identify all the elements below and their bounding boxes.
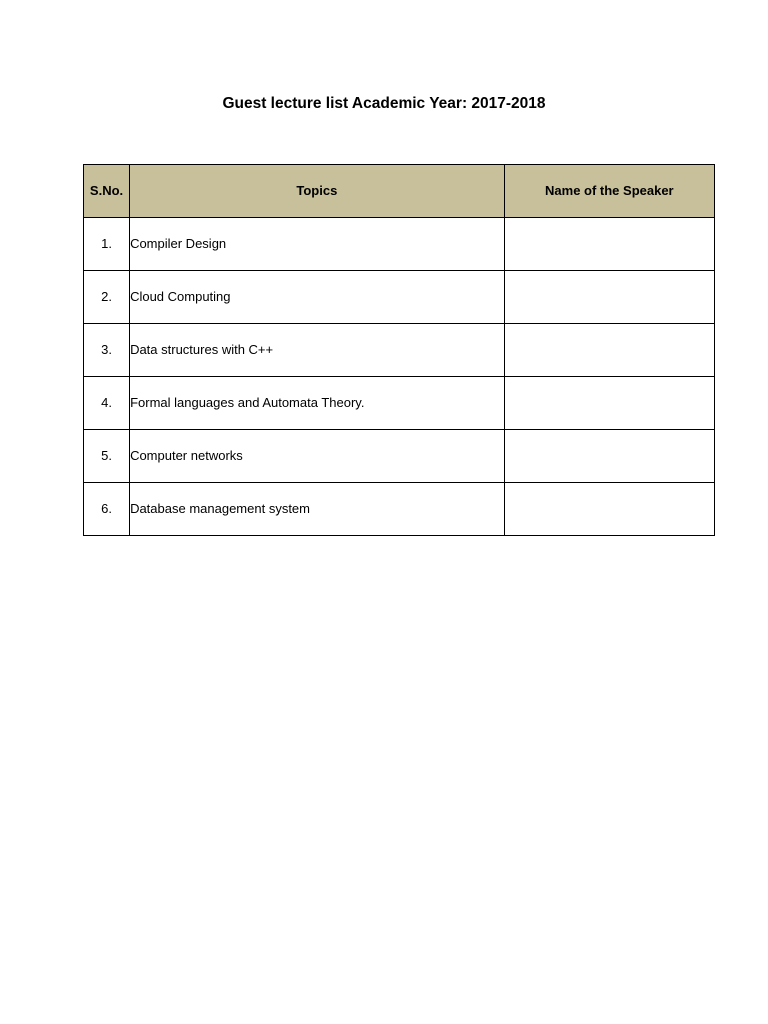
document-title: Guest lecture list Academic Year: 2017-2018 xyxy=(222,95,546,112)
serial-number-cell: 4. xyxy=(84,377,130,430)
topic-cell: Formal languages and Automata Theory. xyxy=(130,377,505,430)
table-header-row xyxy=(84,165,715,218)
topic-cell: Compiler Design xyxy=(130,218,505,271)
table-row xyxy=(84,324,715,377)
speaker-cell xyxy=(504,218,714,271)
speaker-cell xyxy=(504,377,714,430)
topic-cell: Cloud Computing xyxy=(130,271,505,324)
table-row xyxy=(84,271,715,324)
speaker-cell xyxy=(504,324,714,377)
table-row xyxy=(84,483,715,536)
topic-cell: Database management system xyxy=(130,483,505,536)
speaker-cell xyxy=(504,430,714,483)
serial-number-cell: 2. xyxy=(84,271,130,324)
column-header-speaker: Name of the Speaker xyxy=(504,165,714,218)
speaker-cell xyxy=(504,271,714,324)
topic-cell: Computer networks xyxy=(130,430,505,483)
table-row xyxy=(84,377,715,430)
serial-number-cell: 1. xyxy=(84,218,130,271)
speaker-cell xyxy=(504,483,714,536)
serial-number-cell: 6. xyxy=(84,483,130,536)
topic-cell: Data structures with C++ xyxy=(130,324,505,377)
serial-number-cell: 5. xyxy=(84,430,130,483)
column-header-topics: Topics xyxy=(130,165,505,218)
serial-number-cell: 3. xyxy=(84,324,130,377)
table-row xyxy=(84,218,715,271)
guest-lecture-table xyxy=(83,164,715,536)
column-header-sno: S.No. xyxy=(84,165,130,218)
table-row xyxy=(84,430,715,483)
